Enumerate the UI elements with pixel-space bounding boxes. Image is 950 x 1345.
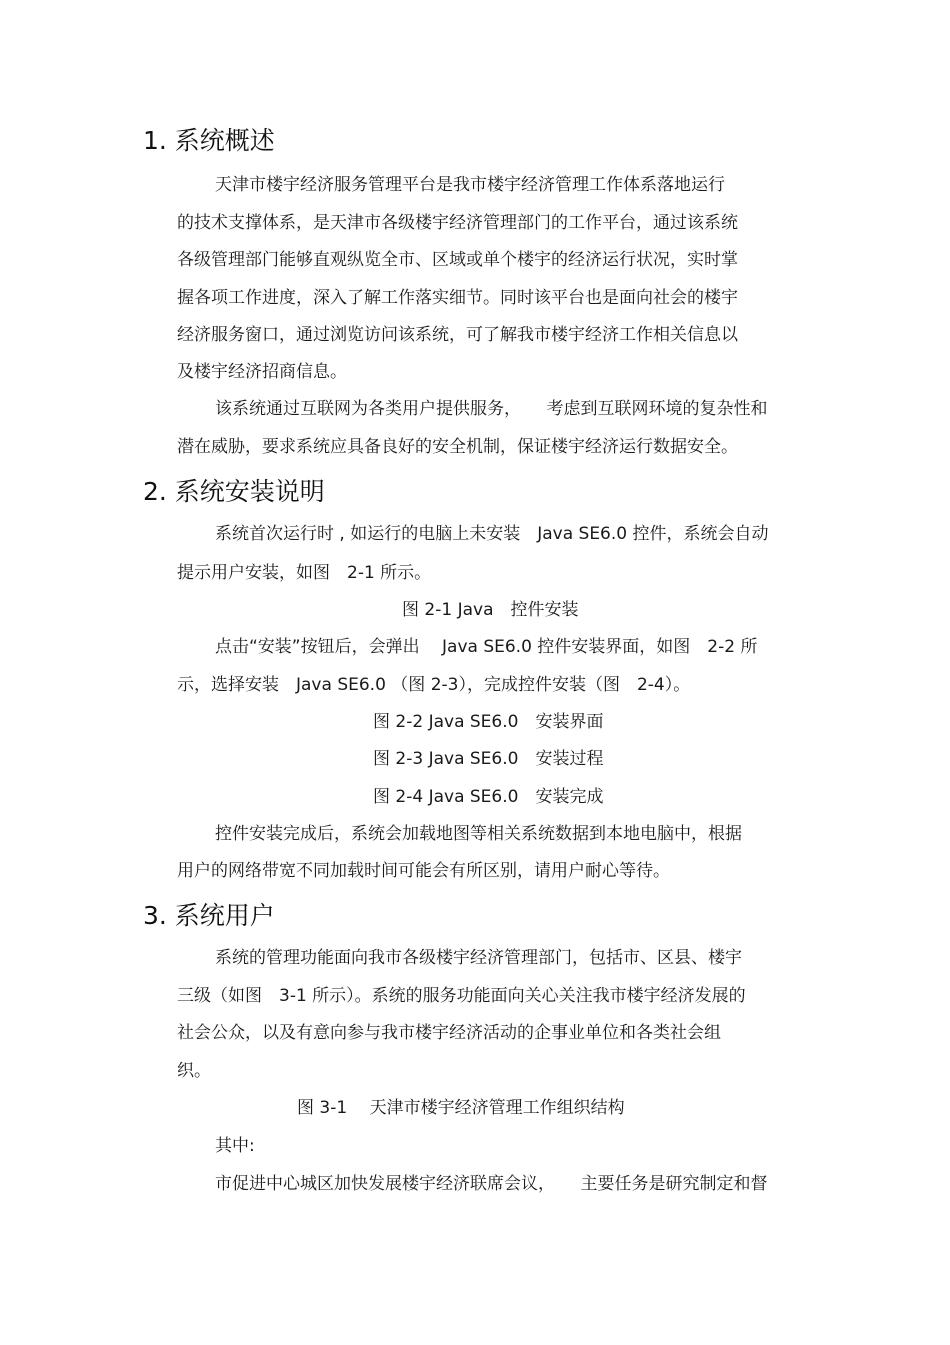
paragraph-line: 用户的网络带宽不同加载时间可能会有所区别，请用户耐心等待。 — [177, 861, 670, 881]
figure-caption: 图 2-3 Java SE6.0 安装过程 — [373, 749, 604, 769]
figure-caption: 图 2-4 Java SE6.0 安装完成 — [373, 787, 604, 807]
paragraph-line: 的技术支撑体系，是天津市各级楼宇经济管理部门的工作平台，通过该系统 — [177, 213, 738, 233]
paragraph-line: 潜在威胁，要求系统应具备良好的安全机制，保证楼宇经济运行数据安全。 — [177, 437, 738, 457]
paragraph-line: 三级（如图 3-1 所示）。系统的服务功能面向关心关注我市楼宇经济发展的 — [177, 986, 746, 1006]
paragraph-line: 该系统通过互联网为各类用户提供服务， 考虑到互联网环境的复杂性和 — [215, 399, 768, 419]
paragraph-line: 天津市楼宇经济服务管理平台是我市楼宇经济管理工作体系落地运行 — [215, 175, 725, 195]
paragraph-line: 及楼宇经济招商信息。 — [177, 362, 347, 382]
paragraph-line: 系统的管理功能面向我市各级楼宇经济管理部门，包括市、区县、楼宇 — [215, 948, 742, 968]
paragraph-line: 织。 — [177, 1061, 211, 1081]
paragraph-line: 提示用户安装，如图 2-1 所示。 — [177, 563, 432, 583]
paragraph-line: 市促进中心城区加快发展楼宇经济联席会议， 主要任务是研究制定和督 — [215, 1174, 768, 1194]
figure-caption: 图 3-1 天津市楼宇经济管理工作组织结构 — [297, 1098, 625, 1118]
paragraph-line: 各级管理部门能够直观纵览全市、区域或单个楼宇的经济运行状况，实时掌 — [177, 250, 738, 270]
paragraph-line: 社会公众，以及有意向参与我市楼宇经济活动的企事业单位和各类社会组 — [177, 1023, 721, 1043]
figure-caption: 图 2-2 Java SE6.0 安装界面 — [373, 712, 604, 732]
section-heading-overview: 1. 系统概述 — [143, 126, 275, 155]
paragraph-line: 系统首次运行时 , 如运行的电脑上未安装 Java SE6.0 控件，系统会自动 — [215, 524, 769, 544]
paragraph-line: 点击“安装”按钮后，会弹出 Java SE6.0 控件安装界面，如图 2-2 所 — [215, 637, 758, 657]
section-heading-users: 3. 系统用户 — [143, 901, 275, 930]
paragraph-line: 经济服务窗口，通过浏览访问该系统，可了解我市楼宇经济工作相关信息以 — [177, 325, 738, 345]
paragraph-line: 控件安装完成后，系统会加载地图等相关系统数据到本地电脑中，根据 — [215, 824, 742, 844]
paragraph-line: 握各项工作进度，深入了解工作落实细节。同时该平台也是面向社会的楼宇 — [177, 288, 738, 308]
figure-caption: 图 2-1 Java 控件安装 — [402, 600, 579, 620]
paragraph-line: 其中: — [215, 1136, 255, 1156]
section-heading-installation: 2. 系统安装说明 — [143, 477, 325, 506]
paragraph-line: 示，选择安装 Java SE6.0 （图 2-3），完成控件安装（图 2-4）。 — [177, 675, 691, 695]
